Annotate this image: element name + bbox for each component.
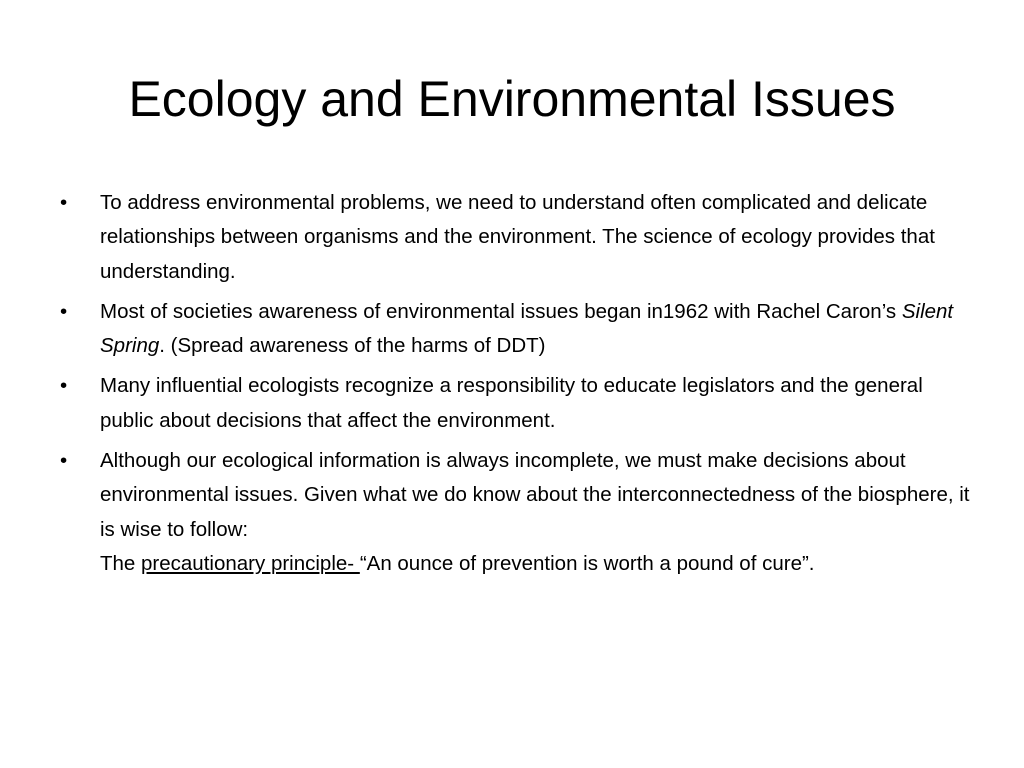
bullet-item-2 — [58, 295, 978, 364]
precaution-prefix: The — [100, 551, 142, 575]
bullet-text — [100, 444, 978, 581]
bullet-item-1 — [58, 186, 978, 289]
bullet-icon: • — [60, 299, 68, 323]
precautionary-principle-term: precautionary principle- — [141, 551, 360, 575]
bullet-text-after: . (Spread awareness of the harms of DDT) — [159, 334, 546, 358]
slide-title: Ecology and Environmental Issues — [128, 71, 896, 127]
bullet-text: Many influential ecologists recognize a responsibility to educate legislators and the general public about decisions that affect the environment. — [100, 374, 923, 432]
bullet-text: To address environmental problems, we need to understand often complicated and delicate relationships between organisms and the environment. The science of ecology provides that understanding. — [100, 191, 935, 283]
precaution-line — [100, 547, 978, 581]
bullet-item-4 — [58, 444, 978, 581]
bullet-item-3 — [58, 369, 978, 438]
book-title: Silent Spring — [100, 299, 954, 358]
bullet-icon: • — [60, 449, 68, 473]
bullet-list — [58, 186, 978, 587]
bullet-text-main: Although our ecological information is always incomplete, we must make decisions about environmental issues. Given what we do know about the interconnectedness of the biosphere, it is wise to follow: — [100, 449, 970, 541]
bullet-text — [100, 295, 978, 364]
precaution-quote: “An ounce of prevention is worth a pound of cure”. — [359, 551, 815, 575]
bullet-text-before: Most of societies awareness of environmental issues began in1962 with Rachel Caron’s — [100, 299, 902, 323]
bullet-icon: • — [60, 191, 68, 214]
bullet-icon: • — [60, 374, 68, 398]
